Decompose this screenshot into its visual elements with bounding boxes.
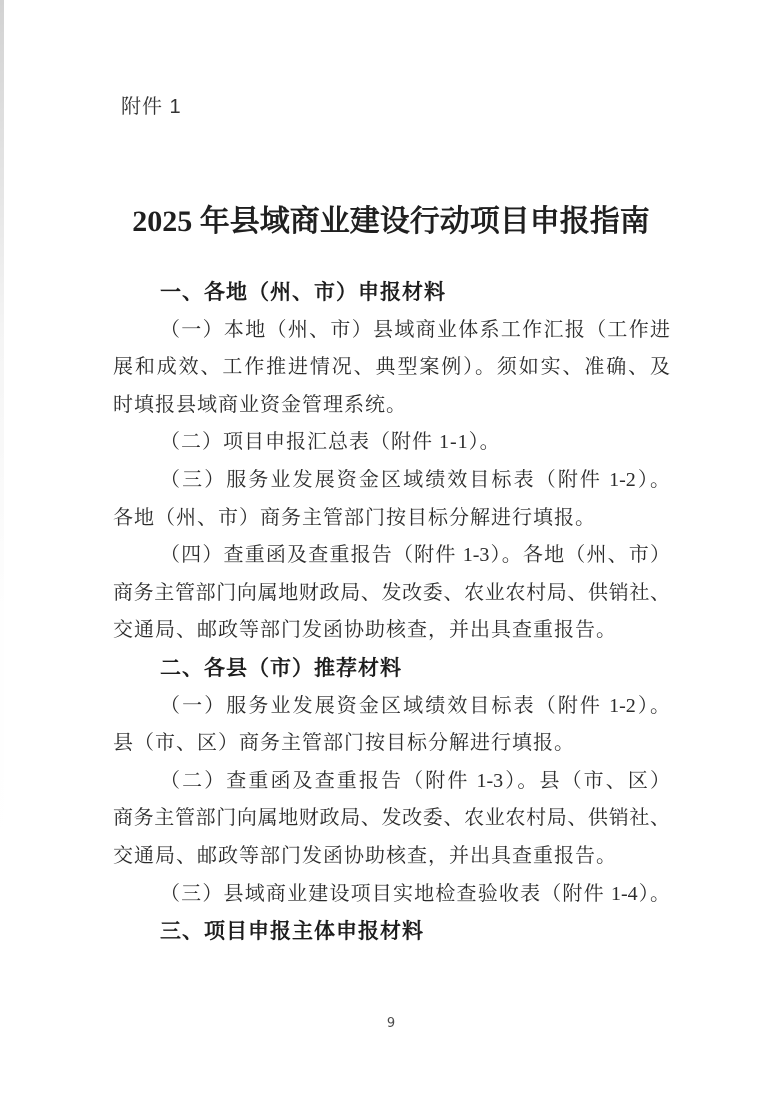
- document-line: 交通局、邮政等部门发函协助核查，并出具查重报告。: [113, 619, 617, 642]
- document-line: 县（市、区）商务主管部门按目标分解进行填报。: [113, 732, 575, 755]
- heading-section-2: 二、各县（市）推荐材料: [160, 656, 402, 680]
- document-line: （二）项目申报汇总表（附件 1-1）。: [160, 431, 501, 454]
- document-title: 2025 年县域商业建设行动项目申报指南: [132, 205, 650, 239]
- document-line: （四）查重函及查重报告（附件 1-3）。各地（州、市）: [160, 544, 670, 567]
- attachment-label: 附件 1: [121, 96, 182, 118]
- document-line: 时填报县域商业资金管理系统。: [113, 393, 407, 416]
- document-body: [113, 274, 670, 951]
- document-line: 商务主管部门向属地财政局、发改委、农业农村局、供销社、: [113, 807, 670, 830]
- heading-section-1: 一、各地（州、市）申报材料: [160, 281, 446, 304]
- scan-edge-shadow: [0, 0, 4, 1111]
- document-line: 商务主管部门向属地财政局、发改委、农业农村局、供销社、: [113, 581, 670, 604]
- document-line: （一）服务业发展资金区域绩效目标表（附件 1-2）。: [160, 694, 670, 717]
- document-line: （三）服务业发展资金区域绩效目标表（附件 1-2）。: [160, 468, 670, 491]
- document-line: （二）查重函及查重报告（附件 1-3）。县（市、区）: [160, 769, 670, 792]
- document-line: 交通局、邮政等部门发函协助核查，并出具查重报告。: [113, 844, 617, 867]
- document-line: （一）本地（州、市）县域商业体系工作汇报（工作进: [160, 318, 670, 341]
- page-number: 9: [386, 1016, 396, 1031]
- heading-section-3: 三、项目申报主体申报材料: [160, 920, 424, 944]
- document-line: （三）县域商业建设项目实地检查验收表（附件 1-4）。: [160, 882, 670, 905]
- document-line: 展和成效、工作推进情况、典型案例）。须如实、准确、及: [113, 356, 670, 379]
- document-line: 各地（州、市）商务主管部门按目标分解进行填报。: [113, 506, 596, 529]
